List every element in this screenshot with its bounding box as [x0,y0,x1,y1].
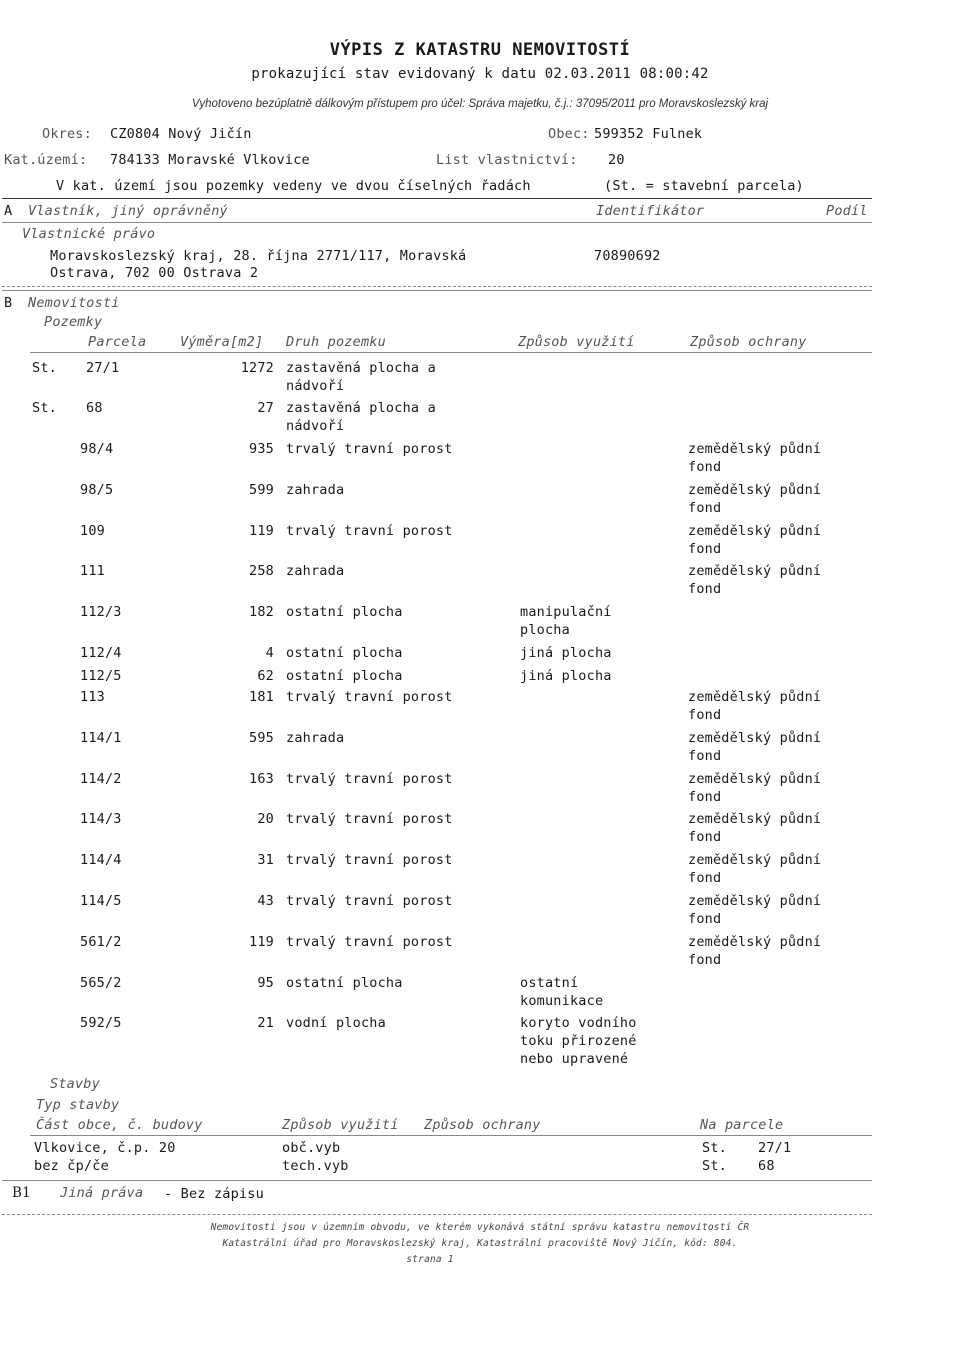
parcel-type: trvalý travní porost [286,771,453,787]
parcel-number: 112/3 [80,604,122,620]
parcel-type: trvalý travní porost [286,852,453,868]
section-b1-letter: B1 [12,1185,31,1201]
col-ochrana: Způsob ochrany [690,334,807,350]
parcel-protection-cont: fond [688,581,722,597]
col-na-parcele: Na parcele [700,1117,784,1133]
col-vymera: Výměra[m2] [180,334,264,350]
parcel-area: 1272 [240,360,274,376]
parcel-protection-cont: fond [688,748,722,764]
parcel-number: 98/5 [80,482,114,498]
parcel-number: 111 [80,563,105,579]
parcel-protection: zemědělský půdní [688,523,822,539]
parcel-use-cont: nebo upravené [520,1051,629,1067]
parcel-protection: zemědělský půdní [688,482,822,498]
parcel-prefix: St. [32,400,57,416]
parcel-type: ostatní plocha [286,975,403,991]
parcel-area: 4 [265,645,274,661]
parcel-area: 595 [249,730,274,746]
parcel-protection: zemědělský půdní [688,852,822,868]
obec-value: 599352 Fulnek [594,126,703,142]
stavebni-note: (St. = stavební parcela) [604,178,804,194]
parcel-protection-cont: fond [688,870,722,886]
parcel-protection: zemědělský půdní [688,689,822,705]
parcel-type: ostatní plocha [286,604,403,620]
parcel-number: 68 [86,400,103,416]
parcel-protection-cont: fond [688,500,722,516]
col-parcela: Parcela [88,334,147,350]
parcel-number: 114/4 [80,852,122,868]
parcel-area: 181 [249,689,274,705]
col-stavby-zpusob: Způsob využití [282,1117,399,1133]
parcel-number: 561/2 [80,934,122,950]
okres-label: Okres: [42,126,92,142]
section-b-letter: B [4,295,13,311]
document-title: VÝPIS Z KATASTRU NEMOVITOSTÍ [329,40,631,60]
parcel-type: trvalý travní porost [286,811,453,827]
parcel-area: 258 [249,563,274,579]
parcel-protection-cont: fond [688,952,722,968]
katuzemi-value: 784133 Moravské Vlkovice [110,152,310,168]
parcel-area: 119 [249,523,274,539]
parcel-type: zahrada [286,730,345,746]
parcel-number: 98/4 [80,441,114,457]
ownership-type: Vlastnické právo [22,226,156,242]
parcel-area: 43 [257,893,274,909]
document-subtitle: prokazující stav evidovaný k datu 02.03.2011 08:00:42 [251,66,709,82]
purpose-note: Vyhotoveno bezúplatně dálkovým přístupem pro účel: Správa majetku, č.j.: 37095/2011 pro Moravskoslezský kraj [191,98,769,110]
owner-line-1: Moravskoslezský kraj, 28. října 2771/117, Moravská [50,248,467,264]
parcel-number: 114/2 [80,771,122,787]
typ-stavby-heading: Typ stavby [36,1097,120,1113]
parcel-protection-cont: fond [688,829,722,845]
obec-label: Obec: [548,126,590,142]
stavba-zpusob-1: obč.vyb [282,1140,341,1156]
parcel-area: 599 [249,482,274,498]
parcel-area: 31 [257,852,274,868]
parcel-protection: zemědělský půdní [688,441,822,457]
parcel-use: jiná plocha [520,645,612,661]
section-b1-note: - Bez zápisu [164,1186,264,1202]
parcel-type: trvalý travní porost [286,893,453,909]
footer-line-2: Katastrální úřad pro Moravskoslezský kraj, Katastrální pracoviště Nový Jičín, kód: 804. [222,1238,738,1249]
section-a-letter: A [4,203,13,219]
parcel-use-cont: komunikace [520,993,604,1009]
parcel-type: ostatní plocha [286,645,403,661]
parcel-area: 27 [257,400,274,416]
parcel-protection: zemědělský půdní [688,811,822,827]
parcel-area: 95 [257,975,274,991]
parcel-use-cont: plocha [520,622,570,638]
parcel-type: trvalý travní porost [286,441,453,457]
parcel-type: trvalý travní porost [286,934,453,950]
parcel-area: 182 [249,604,274,620]
parcel-type: trvalý travní porost [286,523,453,539]
parcel-protection-cont: fond [688,911,722,927]
parcel-number: 565/2 [80,975,122,991]
parcel-number: 114/1 [80,730,122,746]
section-b-title: Nemovitosti [28,295,120,311]
parcel-protection-cont: fond [688,707,722,723]
parcel-type-cont: nádvoří [286,418,345,434]
parcel-number: 112/5 [80,668,122,684]
parcel-type: trvalý travní porost [286,689,453,705]
parcel-protection: zemědělský půdní [688,893,822,909]
parcel-type: zahrada [286,563,345,579]
parcel-area: 935 [249,441,274,457]
parcel-area: 119 [249,934,274,950]
section-b1-title: Jiná práva [60,1185,144,1201]
parcel-type: zastavěná plocha a [286,360,436,376]
col-druh: Druh pozemku [286,334,386,350]
parcel-protection-cont: fond [688,459,722,475]
parcel-area: 62 [257,668,274,684]
parcel-number: 592/5 [80,1015,122,1031]
parcel-number: 114/5 [80,893,122,909]
parcel-use-cont: toku přirozené [520,1033,637,1049]
stavba-parcela-2: 68 [758,1158,775,1174]
parcel-type: zastavěná plocha a [286,400,436,416]
stavba-cast-1: Vlkovice, č.p. 20 [34,1140,176,1156]
parcel-use: manipulační [520,604,612,620]
parcel-use: ostatní [520,975,579,991]
parcel-type: ostatní plocha [286,668,403,684]
parcel-area: 20 [257,811,274,827]
parcel-number: 109 [80,523,105,539]
section-a-title: Vlastník, jiný oprávněný [28,203,228,219]
parcel-area: 163 [249,771,274,787]
parcel-number: 27/1 [86,360,120,376]
share-header: Podíl [826,203,868,219]
katuzemi-label: Kat.území: [4,152,88,168]
parcel-protection: zemědělský půdní [688,563,822,579]
col-zpusob: Způsob využití [518,334,635,350]
parcel-number: 114/3 [80,811,122,827]
identifier-header: Identifikátor [596,203,705,219]
stavba-cast-2: bez čp/če [34,1158,109,1174]
owner-line-2: Ostrava, 702 00 Ostrava 2 [50,265,259,281]
lv-label: List vlastnictví: [436,152,578,168]
stavba-parcela-1: 27/1 [758,1140,792,1156]
parcel-number: 113 [80,689,105,705]
page-number: strana 1 [406,1254,454,1265]
parcel-prefix: St. [32,360,57,376]
parcel-type: vodní plocha [286,1015,386,1031]
lv-value: 20 [608,152,625,168]
stavba-prefix-1: St. [702,1140,727,1156]
pozemky-heading: Pozemky [44,314,103,330]
parcel-protection-cont: fond [688,789,722,805]
parcel-use: jiná plocha [520,668,612,684]
two-series-note: V kat. území jsou pozemky vedeny ve dvou číselných řadách [56,178,531,194]
stavba-zpusob-2: tech.vyb [282,1158,349,1174]
owner-id: 70890692 [594,248,661,264]
parcel-type: zahrada [286,482,345,498]
parcel-area: 21 [257,1015,274,1031]
parcel-number: 112/4 [80,645,122,661]
col-stavby-ochrana: Způsob ochrany [424,1117,541,1133]
okres-value: CZ0804 Nový Jičín [110,126,252,142]
stavby-heading: Stavby [50,1076,100,1092]
parcel-protection-cont: fond [688,541,722,557]
parcel-use: koryto vodního [520,1015,637,1031]
parcel-protection: zemědělský půdní [688,730,822,746]
parcel-protection: zemědělský půdní [688,934,822,950]
stavba-prefix-2: St. [702,1158,727,1174]
col-cast-obce: Část obce, č. budovy [36,1117,203,1133]
parcel-type-cont: nádvoří [286,378,345,394]
parcel-protection: zemědělský půdní [688,771,822,787]
footer-line-1: Nemovitosti jsou v územním obvodu, ve kterém vykonává státní správu katastru nemovitostí ČR [210,1222,750,1233]
